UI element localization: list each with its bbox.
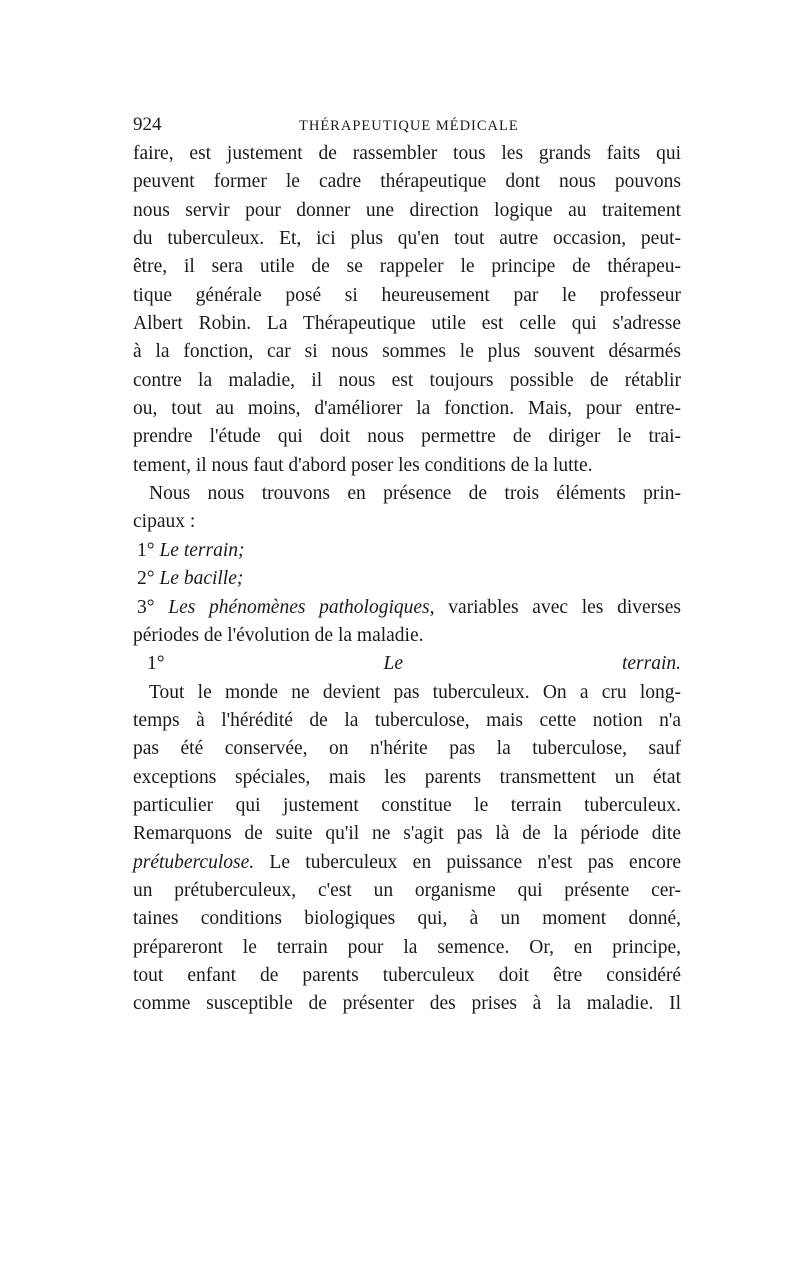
- list-number: 1°: [137, 539, 155, 561]
- section-title: Le terrain.: [383, 653, 682, 675]
- book-page: [133, 110, 681, 1019]
- list-item: [133, 565, 681, 593]
- text-line: particulier qui justement constitue le terrain tuberculeux.: [133, 794, 681, 816]
- text-line: tout enfant de parents tuberculeux doit être considéré: [133, 964, 681, 986]
- text-line: tement, il nous faut d'abord poser les conditions de la lutte.: [133, 454, 593, 476]
- text-line: peuvent former le cadre thérapeutique dont nous pouvons: [133, 171, 681, 193]
- text-line: exceptions spéciales, mais les parents transmettent un état: [133, 766, 681, 788]
- text-line: faire, est justement de rassembler tous les grands faits qui: [133, 143, 681, 164]
- text-line: [133, 849, 681, 877]
- text-line: Albert Robin. La Thérapeutique utile est celle qui s'adresse: [133, 313, 681, 335]
- text-line: nous servir pour donner une direction logique au traitement: [133, 199, 681, 221]
- body-text: [133, 140, 681, 1019]
- text-line: Tout le monde ne devient pas tuberculeux. On a cru long-: [149, 681, 681, 703]
- running-head: [133, 110, 681, 140]
- text-line: à la fonction, car si nous sommes le plus souvent désarmés: [133, 341, 681, 363]
- text-line: un prétuberculeux, c'est un organisme qui présente cer-: [133, 879, 681, 901]
- list-number: 3°: [137, 596, 155, 618]
- list-text-rest: , variables avec les diverses: [429, 596, 681, 618]
- list-text: Le bacille;: [159, 568, 244, 590]
- text-line: tique générale posé si heureusement par le professeur: [133, 284, 681, 306]
- text-line: temps à l'hérédité de la tuberculose, mais cette notion n'a: [133, 709, 681, 731]
- elements-list: [133, 537, 681, 650]
- text-line-rest: Le tuberculeux en puissance n'est pas encore: [254, 851, 681, 873]
- paragraph-elements: [133, 480, 681, 537]
- list-text: Les phénomènes pathologiques: [168, 596, 430, 618]
- list-item: [133, 537, 681, 565]
- list-item: [133, 594, 681, 622]
- text-line: ou, tout au moins, d'améliorer la fonction. Mais, pour entre-: [133, 398, 681, 420]
- running-title: THÉRAPEUTIQUE MÉDICALE: [299, 118, 519, 134]
- section-number: 1°: [147, 653, 165, 675]
- text-line: Remarquons de suite qu'il ne s'agit pas là de la période dite: [133, 823, 681, 845]
- page-number: 924: [133, 114, 162, 135]
- text-line: comme susceptible de présenter des prises à la maladie. Il: [133, 993, 681, 1015]
- list-continuation: périodes de l'évolution de la maladie.: [133, 624, 424, 646]
- text-line: prépareront le terrain pour la semence. Or, en principe,: [133, 936, 681, 958]
- text-line: prendre l'étude qui doit nous permettre de diriger le trai-: [133, 426, 681, 448]
- text-line: être, il sera utile de se rappeler le principe de thérapeu-: [133, 256, 681, 278]
- text-line: Nous nous trouvons en présence de trois éléments prin-: [149, 483, 681, 505]
- paragraph-intro: [133, 140, 681, 480]
- text-line: du tuberculeux. Et, ici plus qu'en tout autre occasion, peut-: [133, 228, 681, 250]
- list-number: 2°: [137, 568, 155, 590]
- italic-term: prétuberculose.: [133, 851, 255, 873]
- text-line: pas été conservée, on n'hérite pas la tuberculose, sauf: [133, 738, 681, 760]
- list-text: Le terrain;: [159, 539, 245, 561]
- text-line: cipaux :: [133, 511, 196, 533]
- text-line: taines conditions biologiques qui, à un moment donné,: [133, 908, 681, 930]
- text-line: contre la maladie, il nous est toujours possible de rétablir: [133, 369, 681, 391]
- paragraph-terrain: [133, 679, 681, 1019]
- section-heading: [133, 650, 681, 678]
